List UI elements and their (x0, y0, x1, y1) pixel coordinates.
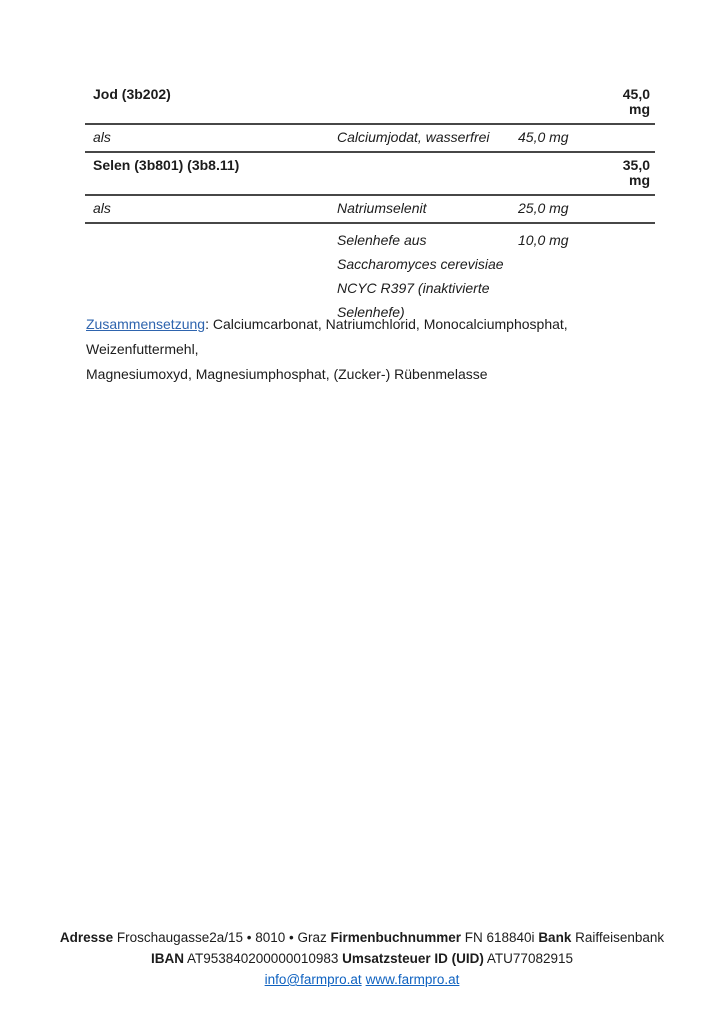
nutrient-table (85, 82, 655, 336)
footer-text-segment: AT953840200000010983 (183, 951, 343, 966)
cell-amount-total: 35,0 mg (622, 157, 650, 188)
footer-text-segment: ATU77082915 (483, 951, 573, 966)
footer-links-line (0, 969, 724, 990)
footer-text-segment: Froschaugasse2a/15 • 8010 • Graz (113, 930, 331, 945)
footer-text-segment: Raiffeisenbank (571, 930, 665, 945)
composition-text-1: : Calciumcarbonat, Natriumchlorid, Monocalciumphosphat, Weizenfuttermehl, (86, 316, 568, 357)
cell-substance: als (93, 129, 111, 145)
cell-substance: als (93, 200, 111, 216)
page-footer (0, 927, 724, 990)
footer-text-segment: Firmenbuchnummer (330, 930, 462, 945)
composition-label-link[interactable]: Zusammensetzung (86, 316, 206, 332)
cell-compound: Natriumselenit (337, 200, 427, 216)
composition-text-2: Magnesiumoxyd, Magnesiumphosphat, (Zucker-) Rübenmelasse (86, 366, 488, 382)
footer-text-segment: Umsatzsteuer ID (UID) (342, 951, 484, 966)
footer-text-segment: IBAN (150, 951, 184, 966)
compound-line: NCYC R397 (inaktivierte (337, 280, 490, 296)
cell-substance: Jod (3b202) (93, 86, 171, 102)
website-link[interactable]: www.farmpro.at (365, 972, 460, 987)
composition-line-1 (86, 312, 652, 362)
footer-iban-line (0, 948, 724, 969)
composition-paragraph (86, 312, 652, 387)
cell-amount-total: 45,0 mg (622, 86, 650, 117)
cell-compound: Calciumjodat, wasserfrei (337, 129, 490, 145)
compound-line: Saccharomyces cerevisiae (337, 256, 504, 272)
email-link[interactable]: info@farmpro.at (264, 972, 362, 987)
footer-text-segment: FN 618840i (461, 930, 539, 945)
footer-text-segment: Adresse (59, 930, 114, 945)
footer-address-line (0, 927, 724, 948)
cell-amount: 25,0 mg (518, 200, 569, 216)
cell-substance: Selen (3b801) (3b8.11) (93, 157, 240, 173)
table-row (85, 196, 655, 224)
table-row (85, 82, 655, 125)
compound-line: Selenhefe aus (337, 232, 427, 248)
table-row (85, 125, 655, 153)
cell-amount: 10,0 mg (518, 232, 569, 248)
cell-amount: 45,0 mg (518, 129, 569, 145)
footer-text-segment: Bank (538, 930, 572, 945)
table-row (85, 153, 655, 196)
compound-line: Selenhefe) (337, 304, 405, 320)
cell-compound (337, 228, 518, 324)
